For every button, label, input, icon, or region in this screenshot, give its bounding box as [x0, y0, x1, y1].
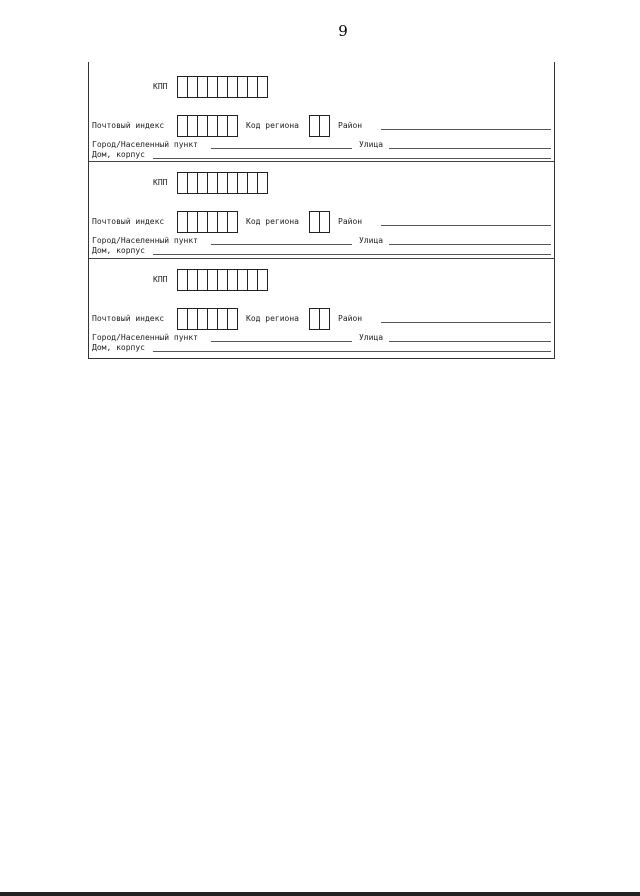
street-field[interactable] [389, 244, 551, 245]
input-cell[interactable] [198, 212, 208, 232]
input-cell[interactable] [218, 116, 228, 136]
street-field[interactable] [389, 148, 551, 149]
input-cell[interactable] [238, 270, 248, 290]
city-label: Город/Населенный пункт [92, 333, 198, 342]
input-cell[interactable] [320, 212, 329, 232]
input-cell[interactable] [218, 77, 228, 97]
city-field[interactable] [211, 244, 352, 245]
house-field[interactable] [153, 158, 551, 159]
postal-index-field[interactable] [177, 211, 238, 233]
kpp-field[interactable] [177, 76, 268, 98]
input-cell[interactable] [208, 309, 218, 329]
street-label: Улица [359, 140, 384, 149]
input-cell[interactable] [310, 116, 320, 136]
input-cell[interactable] [228, 270, 238, 290]
input-cell[interactable] [258, 77, 267, 97]
city-label: Город/Населенный пункт [92, 236, 198, 245]
postal-index-label: Почтовый индекс [92, 121, 165, 130]
address-block-3 [89, 258, 554, 354]
postal-index-field[interactable] [177, 115, 238, 137]
input-cell[interactable] [188, 116, 198, 136]
kpp-field[interactable] [177, 172, 268, 194]
input-cell[interactable] [198, 173, 208, 193]
postal-index-label: Почтовый индекс [92, 217, 165, 226]
house-label: Дом, корпус [92, 246, 145, 255]
input-cell[interactable] [320, 309, 329, 329]
input-cell[interactable] [198, 309, 208, 329]
input-cell[interactable] [198, 270, 208, 290]
address-form [88, 62, 555, 359]
scan-edge [0, 892, 640, 896]
city-field[interactable] [211, 148, 352, 149]
input-cell[interactable] [228, 212, 237, 232]
input-cell[interactable] [188, 173, 198, 193]
input-cell[interactable] [208, 270, 218, 290]
input-cell[interactable] [178, 309, 188, 329]
page-number: 9 [338, 22, 348, 40]
kpp-label: КПП [153, 82, 168, 91]
input-cell[interactable] [188, 309, 198, 329]
region-code-label: Код региона [246, 314, 299, 323]
kpp-label: КПП [153, 178, 168, 187]
input-cell[interactable] [198, 77, 208, 97]
input-cell[interactable] [248, 77, 258, 97]
input-cell[interactable] [228, 309, 237, 329]
input-cell[interactable] [178, 270, 188, 290]
input-cell[interactable] [188, 77, 198, 97]
postal-index-label: Почтовый индекс [92, 314, 165, 323]
input-cell[interactable] [218, 309, 228, 329]
input-cell[interactable] [248, 173, 258, 193]
input-cell[interactable] [228, 77, 238, 97]
input-cell[interactable] [228, 116, 237, 136]
postal-index-field[interactable] [177, 308, 238, 330]
input-cell[interactable] [228, 173, 238, 193]
input-cell[interactable] [218, 212, 228, 232]
district-field[interactable] [381, 225, 551, 226]
input-cell[interactable] [178, 77, 188, 97]
input-cell[interactable] [208, 116, 218, 136]
street-label: Улица [359, 333, 384, 342]
input-cell[interactable] [248, 270, 258, 290]
input-cell[interactable] [258, 270, 267, 290]
house-field[interactable] [153, 351, 551, 352]
input-cell[interactable] [218, 270, 228, 290]
city-label: Город/Населенный пункт [92, 140, 198, 149]
input-cell[interactable] [178, 116, 188, 136]
input-cell[interactable] [178, 212, 188, 232]
region-code-label: Код региона [246, 121, 299, 130]
input-cell[interactable] [198, 116, 208, 136]
input-cell[interactable] [178, 173, 188, 193]
input-cell[interactable] [238, 173, 248, 193]
district-field[interactable] [381, 129, 551, 130]
district-label: Район [338, 314, 363, 323]
input-cell[interactable] [208, 212, 218, 232]
input-cell[interactable] [320, 116, 329, 136]
district-label: Район [338, 217, 363, 226]
input-cell[interactable] [208, 173, 218, 193]
district-label: Район [338, 121, 363, 130]
input-cell[interactable] [310, 309, 320, 329]
input-cell[interactable] [218, 173, 228, 193]
region-code-field[interactable] [309, 211, 330, 233]
input-cell[interactable] [188, 212, 198, 232]
house-label: Дом, корпус [92, 150, 145, 159]
input-cell[interactable] [238, 77, 248, 97]
input-cell[interactable] [188, 270, 198, 290]
district-field[interactable] [381, 322, 551, 323]
street-field[interactable] [389, 341, 551, 342]
input-cell[interactable] [310, 212, 320, 232]
input-cell[interactable] [208, 77, 218, 97]
region-code-label: Код региона [246, 217, 299, 226]
region-code-field[interactable] [309, 115, 330, 137]
city-field[interactable] [211, 341, 352, 342]
house-field[interactable] [153, 254, 551, 255]
address-block-1 [89, 62, 554, 158]
street-label: Улица [359, 236, 384, 245]
address-block-2 [89, 161, 554, 257]
kpp-label: КПП [153, 275, 168, 284]
region-code-field[interactable] [309, 308, 330, 330]
kpp-field[interactable] [177, 269, 268, 291]
house-label: Дом, корпус [92, 343, 145, 352]
input-cell[interactable] [258, 173, 267, 193]
